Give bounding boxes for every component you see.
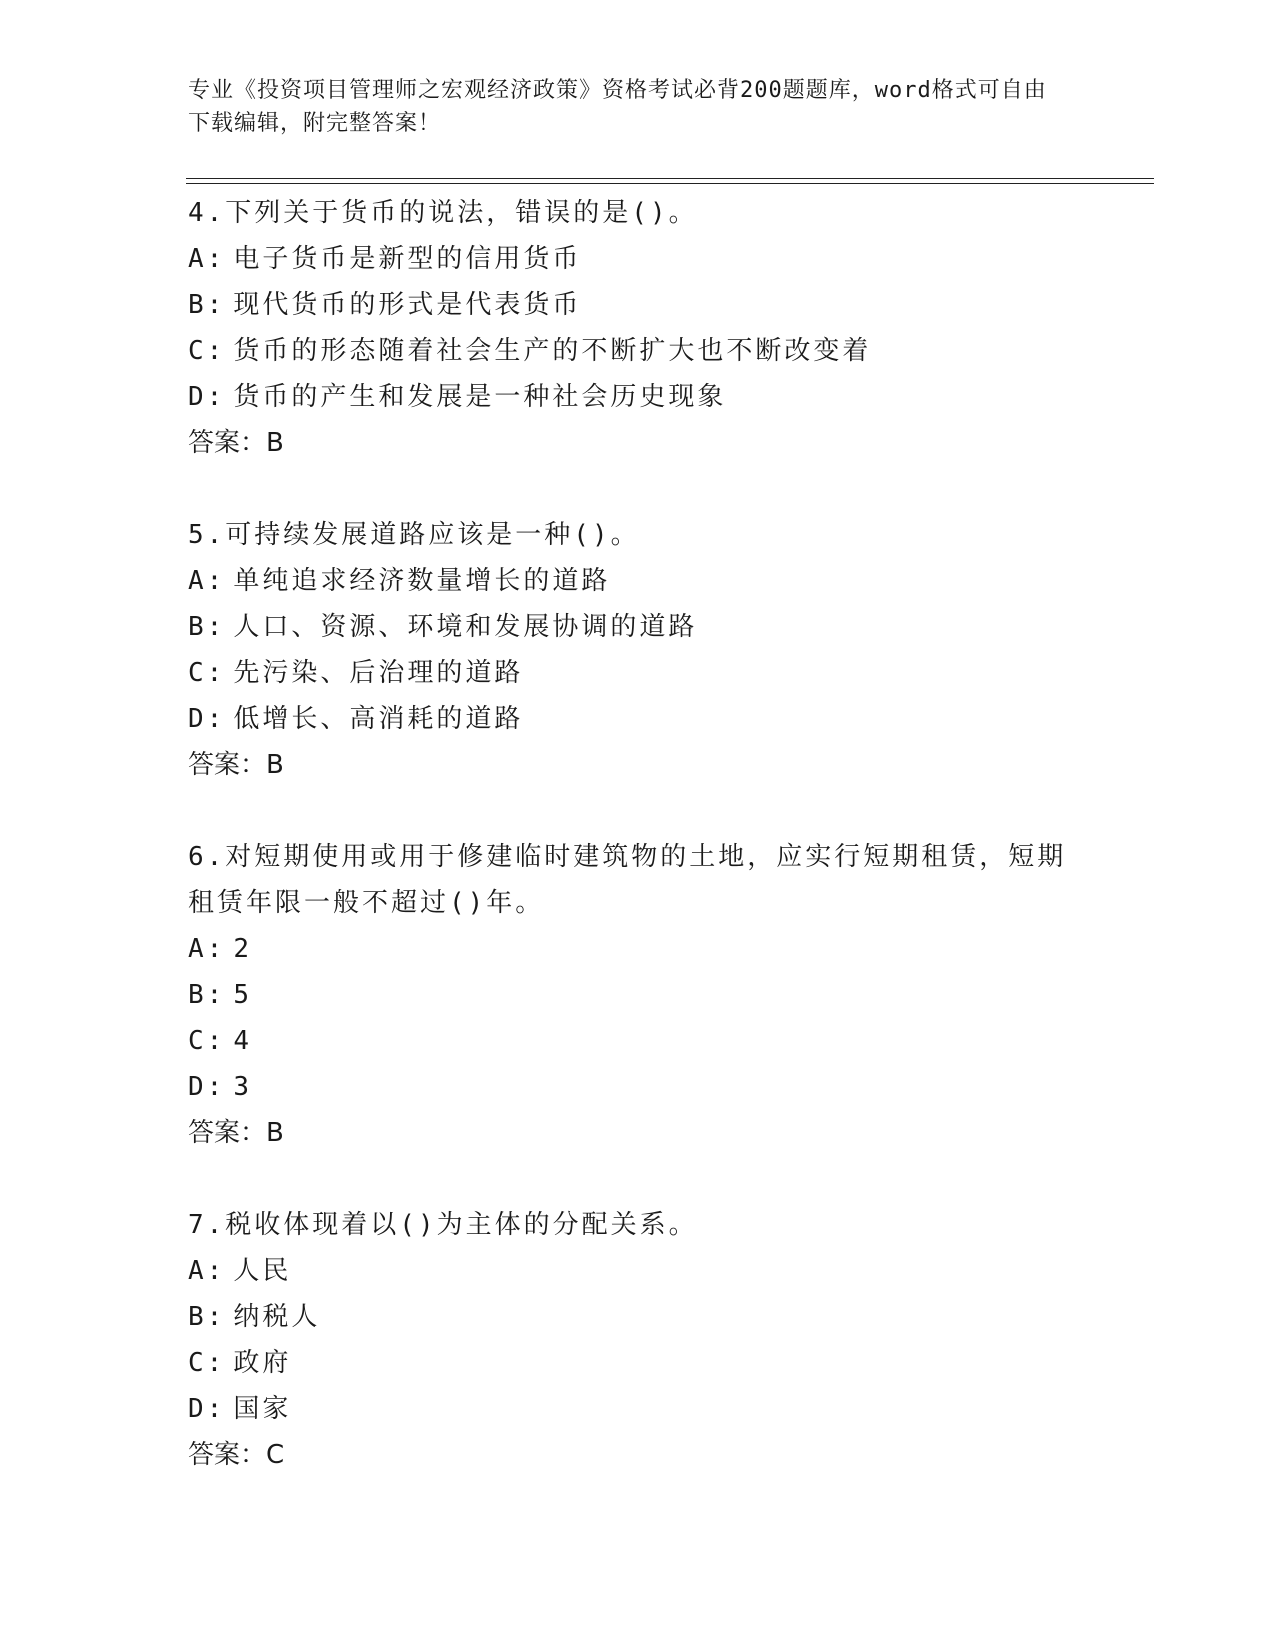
option-b: [188, 604, 1088, 650]
option-d: [188, 696, 1088, 742]
question-list: [188, 190, 1088, 1524]
option-letter: C:: [188, 1348, 226, 1378]
option-letter: D:: [188, 704, 226, 734]
option-c: [188, 1340, 1088, 1386]
option-d: [188, 374, 1088, 420]
option-letter: B:: [188, 1302, 226, 1332]
option-letter: C:: [188, 336, 226, 366]
option-text: 货币的产生和发展是一种社会历史现象: [233, 382, 727, 412]
answer-line: 答案：B: [188, 1118, 284, 1148]
option-letter: A:: [188, 566, 226, 596]
option-letter: D:: [188, 1394, 226, 1424]
option-b: [188, 1294, 1088, 1340]
option-letter: A:: [188, 1256, 226, 1286]
option-letter: D:: [188, 1072, 226, 1102]
question-4: [188, 190, 1088, 466]
question-stem: 5.可持续发展道路应该是一种()。: [188, 520, 640, 550]
option-a: [188, 1248, 1088, 1294]
option-text: 货币的形态随着社会生产的不断扩大也不断改变着: [233, 336, 872, 366]
option-a: [188, 558, 1088, 604]
option-letter: D:: [188, 382, 226, 412]
document-header: [188, 74, 1068, 140]
option-text: 单纯追求经济数量增长的道路: [233, 566, 611, 596]
option-c: [188, 1018, 1088, 1064]
question-7: [188, 1202, 1088, 1478]
question-stem: 6.对短期使用或用于修建临时建筑物的土地，应实行短期租赁，短期租赁年限一般不超过()年。: [188, 842, 1067, 918]
option-c: [188, 328, 1088, 374]
option-letter: B:: [188, 980, 226, 1010]
question-stem: 4.下列关于货币的说法，错误的是()。: [188, 198, 698, 228]
answer-line: 答案：C: [188, 1440, 285, 1470]
header-divider-bottom: [186, 183, 1154, 184]
question-6: [188, 834, 1088, 1156]
option-text: 政府: [233, 1348, 292, 1378]
option-letter: B:: [188, 290, 226, 320]
question-stem: 7.税收体现着以()为主体的分配关系。: [188, 1210, 698, 1240]
option-a: [188, 926, 1088, 972]
header-divider-top: [186, 178, 1154, 179]
option-text: 电子货币是新型的信用货币: [233, 244, 582, 274]
question-5: [188, 512, 1088, 788]
option-text: 4: [233, 1026, 252, 1056]
option-text: 人民: [233, 1256, 292, 1286]
option-text: 纳税人: [233, 1302, 321, 1332]
option-letter: B:: [188, 612, 226, 642]
option-c: [188, 650, 1088, 696]
header-title: 专业《投资项目管理师之宏观经济政策》资格考试必背200题题库，word格式可自由下载编辑，附完整答案！: [188, 78, 1047, 136]
answer-line: 答案：B: [188, 428, 284, 458]
option-text: 2: [233, 934, 252, 964]
option-text: 3: [233, 1072, 252, 1102]
option-letter: A:: [188, 934, 226, 964]
option-letter: C:: [188, 658, 226, 688]
option-text: 国家: [233, 1394, 292, 1424]
option-text: 先污染、后治理的道路: [233, 658, 524, 688]
option-b: [188, 282, 1088, 328]
option-text: 现代货币的形式是代表货币: [233, 290, 582, 320]
option-text: 人口、资源、环境和发展协调的道路: [233, 612, 698, 642]
answer-line: 答案：B: [188, 750, 284, 780]
option-d: [188, 1064, 1088, 1110]
option-letter: C:: [188, 1026, 226, 1056]
option-b: [188, 972, 1088, 1018]
option-text: 低增长、高消耗的道路: [233, 704, 524, 734]
option-text: 5: [233, 980, 252, 1010]
option-letter: A:: [188, 244, 226, 274]
option-d: [188, 1386, 1088, 1432]
option-a: [188, 236, 1088, 282]
